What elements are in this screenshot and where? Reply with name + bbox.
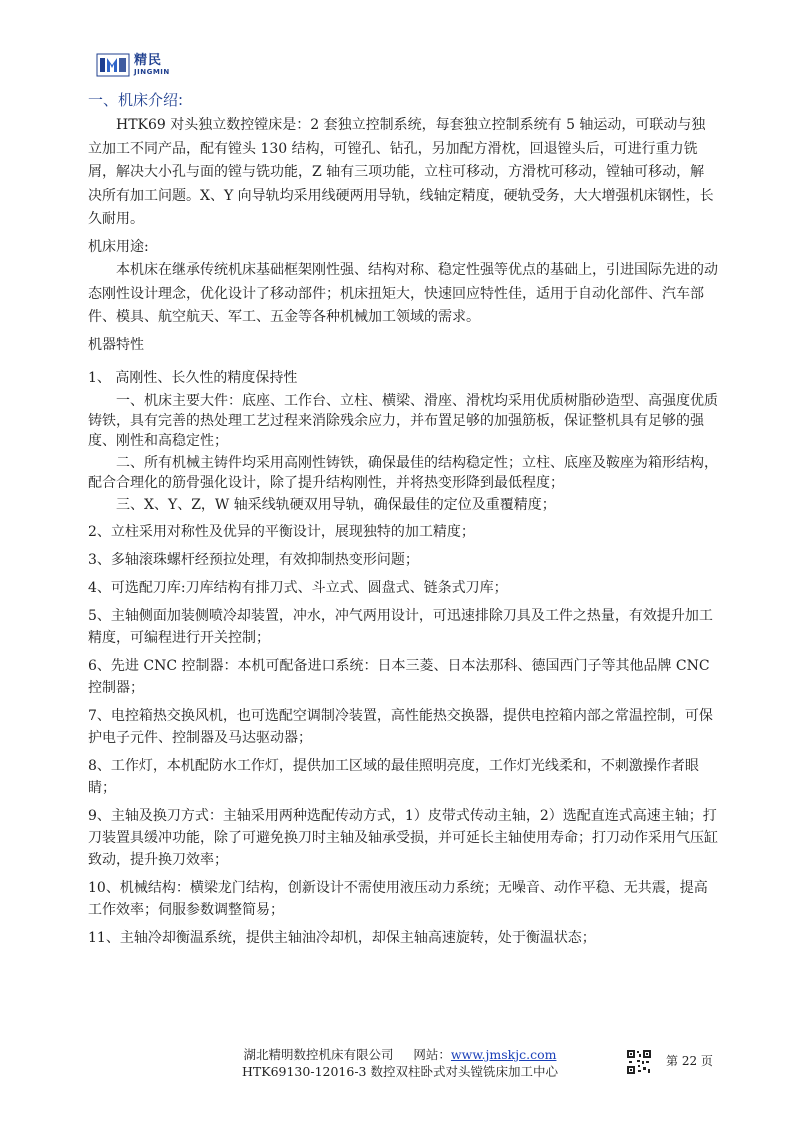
jm-logo-icon <box>96 50 130 80</box>
intro-paragraph: HTK69 对头独立数控镗床是：2 套独立控制系统，每套独立控制系统有 5 轴运动，可联动与独立加工不同产品，配有镗头 130 结构，可镗孔、钻孔，另加配方滑枕，回退镗头后，可进行重力铣屑，解决大小孔与面的镗与铣功能，Z 轴有三项功能，立柱可移动，方滑枕可移动，镗轴可移动，解决所有加工问题。X、Y 向导轨均采用线硬两用导轨，线轴定精度，硬轨受务，大大增强机床钢性，长久耐用。 <box>88 117 714 227</box>
feature-sub-item: 二、所有机械主铸件均采用高刚性铸铁，确保最佳的结构稳定性；立柱、底座及鞍座为箱形结构，配合合理化的筋骨强化设计，除了提升结构刚性，并将热变形降到最低程度； <box>88 455 718 491</box>
logo-cn-text: 精民 <box>134 53 163 68</box>
usage-title: 机床用途: <box>88 238 149 255</box>
feature-item: 7、电控箱热交换风机，也可选配空调制冷装置，高性能热交换器，提供电控箱内部之常温控制，可保护电子元件、控制器及马达驱动器； <box>88 708 713 746</box>
qr-code-icon <box>626 1049 652 1075</box>
feature-item: 5、主轴侧面加装侧喷冷却装置，冲水，冲气两用设计，可迅速排除刀具及工件之热量，有效提升加工精度，可编程进行开关控制； <box>88 608 713 646</box>
feature-sub-item: 三、X、Y、Z，W 轴采线轨硬双用导轨，确保最佳的定位及重覆精度； <box>116 497 556 513</box>
feature-item: 10、机械结构：横梁龙门结构，创新设计不需使用液压动力系统；无噪音、动作平稳、无共震，提高工作效率；伺服参数调整简易； <box>88 880 708 918</box>
company-logo <box>96 50 170 80</box>
footer-model: HTK69130-12016-3 数控双柱卧式对头镗铣床加工中心 <box>242 1064 558 1079</box>
feature-item: 11、主轴冷却衡温系统，提供主轴油冷却机，却保主轴高速旋转，处于衡温状态； <box>88 930 596 946</box>
feature-item: 8、工作灯，本机配防水工作灯，提供加工区域的最佳照明亮度，工作灯光线柔和，不刺激操作者眼睛； <box>88 758 699 796</box>
document-body <box>88 90 718 949</box>
footer-site-label: 网站： <box>413 1047 451 1062</box>
logo-en-text: JINGMIN <box>134 68 170 76</box>
feature-item: 1、 高刚性、长久性的精度保持性 <box>88 370 298 386</box>
usage-paragraph: 本机床在继承传统机床基础框架刚性强、结构对称、稳定性强等优点的基础上，引进国际先进的动态刚性设计理念，优化设计了移动部件；机床扭矩大，快速回应特性佳，适用于自动化部件、汽车部件、模具、航空航天、军工、五金等各种机械加工领域的需求。 <box>88 262 718 325</box>
feature-item: 9、主轴及换刀方式：主轴采用两种选配传动方式，1）皮带式传动主轴，2）选配直连式高速主轴；打刀装置具缓冲功能，除了可避免换刀时主轴及轴承受损，并可延长主轴使用寿命；打刀动作采用气压缸致动，提升换刀效率； <box>88 808 718 868</box>
features-title: 机器特性 <box>88 336 144 353</box>
feature-item: 4、可选配刀库:刀库结构有排刀式、斗立式、圆盘式、链条式刀库； <box>88 580 508 596</box>
feature-item: 2、立柱采用对称性及优异的平衡设计，展现独特的加工精度； <box>88 524 475 540</box>
feature-sub-item: 一、机床主要大件：底座、工作台、立柱、横梁、滑座、滑枕均采用优质树脂砂造型、高强度优质铸铁，具有完善的热处理工艺过程来消除残余应力，并布置足够的加强筋板，保证整机具有足够的强度、刚性和高稳定性； <box>88 393 718 449</box>
feature-item: 3、多轴滚珠螺杆经预拉处理，有效抑制热变形问题； <box>88 552 419 568</box>
section-title: 一、机床介绍: <box>88 91 184 109</box>
page-number: 第 22 页 <box>666 1054 713 1068</box>
footer-website-link[interactable]: www.jmskjc.com <box>450 1047 557 1062</box>
feature-item: 6、先进 CNC 控制器：本机可配备进口系统：日本三菱、日本法那科、德国西门子等其他品牌 CNC 控制器； <box>88 658 710 696</box>
footer-company: 湖北精明数控机床有限公司 <box>243 1047 394 1062</box>
